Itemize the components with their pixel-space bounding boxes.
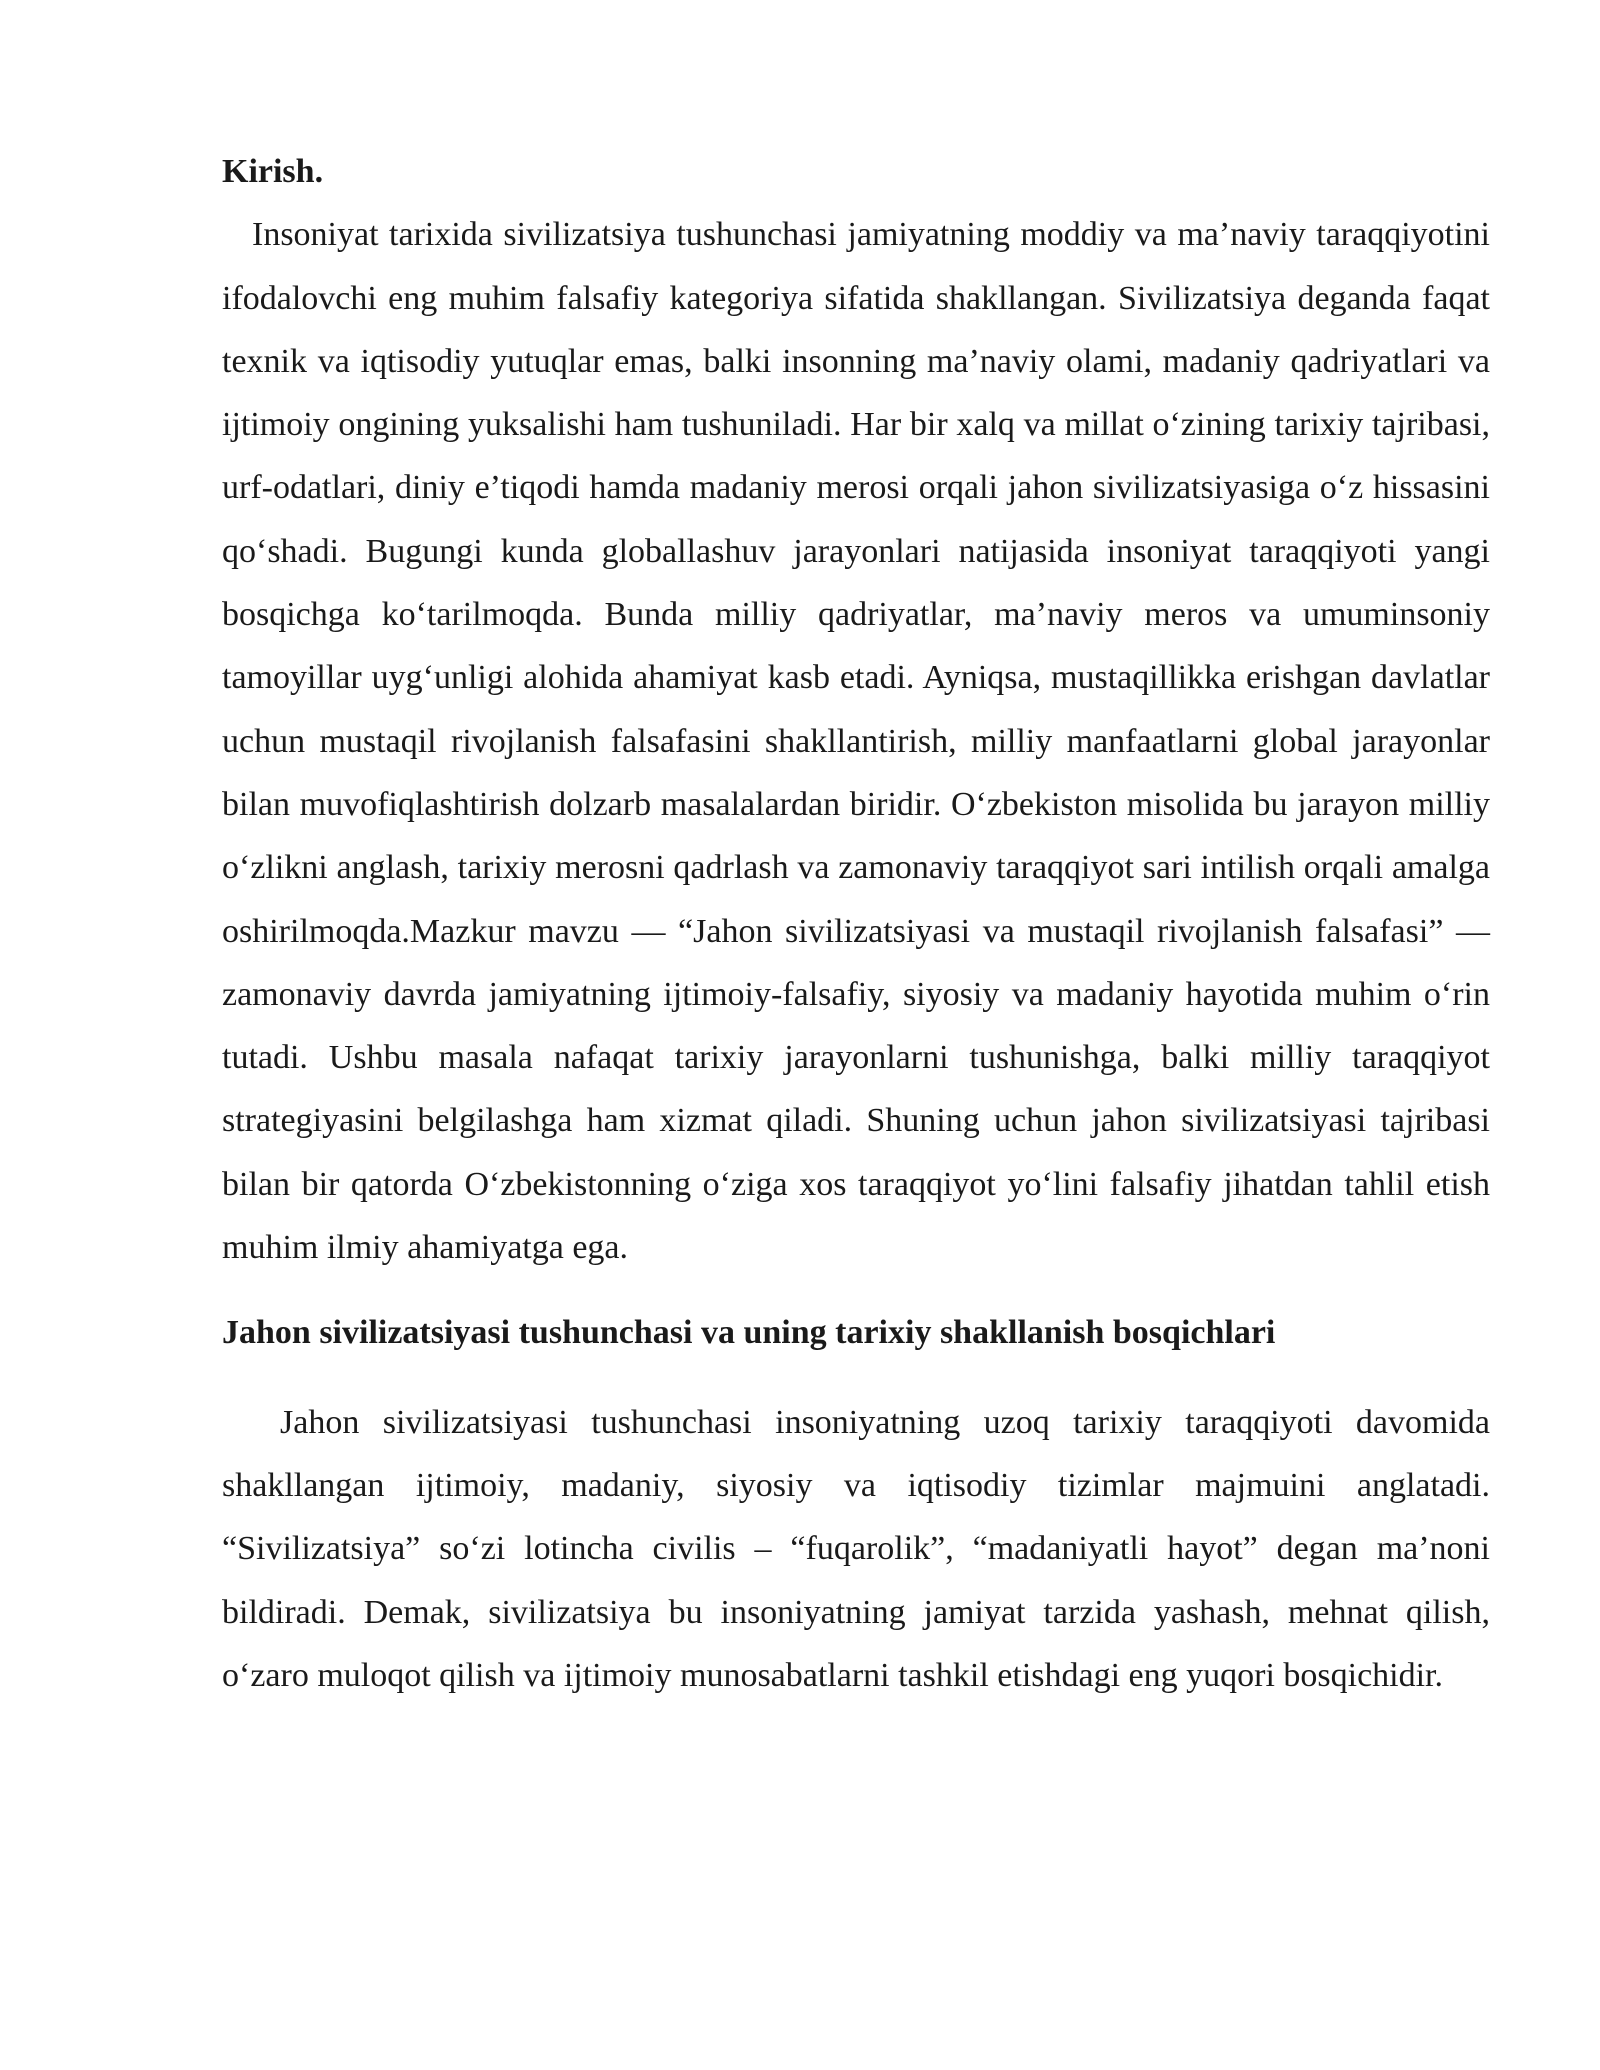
section-paragraph: Jahon sivilizatsiyasi tushunchasi insoniyatning uzoq tarixiy taraqqiyoti davomida shakllangan ijtimoiy, madaniy, siyosiy va iqtisodiy tizimlar majmuini anglatadi. “Sivilizatsiya” so‘zi lotincha civilis – “fuqarolik”, “madaniyatli hayot” degan ma’noni bildiradi. Demak, sivilizatsiya bu insoniyatning jamiyat tarzida yashash, mehnat qilish, o‘zaro muloqot qilish va ijtimoiy munosabatlarni tashkil etishdagi eng yuqori bosqichidir. xyxy=(222,1403,1490,1694)
intro-paragraph: Insoniyat tarixida sivilizatsiya tushunchasi jamiyatning moddiy va ma’naviy taraqqiyotini ifodalovchi eng muhim falsafiy kategoriya sifatida shakllangan. Sivilizatsiya deganda faqat texnik va iqtisodiy yutuqlar emas, balki insonning ma’naviy olami, madaniy qadriyatlari va ijtimoiy ongining yuksalishi ham tushuniladi. Har bir xalq va millat o‘zining tarixiy tajribasi, urf-odatlari, diniy e’tiqodi hamda madaniy merosi orqali jahon sivilizatsiyasiga o‘z hissasini qo‘shadi. Bugungi kunda globallashuv jarayonlari natijasida insoniyat taraqqiyoti yangi bosqichga ko‘tarilmoqda. Bunda milliy qadriyatlar, ma’naviy meros va umuminsoniy tamoyillar uyg‘unligi alohida ahamiyat kasb etadi. Ayniqsa, mustaqillikka erishgan davlatlar uchun mustaqil rivojlanish falsafasini shakllantirish, milliy manfaatlarni global jarayonlar bilan muvofiqlashtirish dolzarb masalalardan biridir. O‘zbekiston misolida bu jarayon milliy o‘zlikni anglash, tarixiy merosni qadrlash va zamonaviy taraqqiyot sari intilish orqali amalga oshirilmoqda.Mazkur mavzu — “Jahon sivilizatsiyasi va mustaqil rivojlanish falsafasi” — zamonaviy davrda jamiyatning ijtimoiy-falsafiy, siyosiy va madaniy hayotida muhim o‘rin tutadi. Ushbu masala nafaqat tarixiy jarayonlarni tushunishga, balki milliy taraqqiyot strategiyasini belgilashga ham xizmat qiladi. Shuning uchun jahon sivilizatsiyasi tajribasi bilan bir qatorda O‘zbekistonning o‘ziga xos taraqqiyot yo‘lini falsafiy jihatdan tahlil etish muhim ilmiy ahamiyatga ega. xyxy=(222,216,1490,1267)
document-body xyxy=(222,140,1490,1707)
section-heading: Jahon sivilizatsiyasi tushunchasi va uning tarixiy shakllanish bosqichlari xyxy=(222,1314,1276,1352)
intro-heading: Kirish. xyxy=(222,153,324,190)
